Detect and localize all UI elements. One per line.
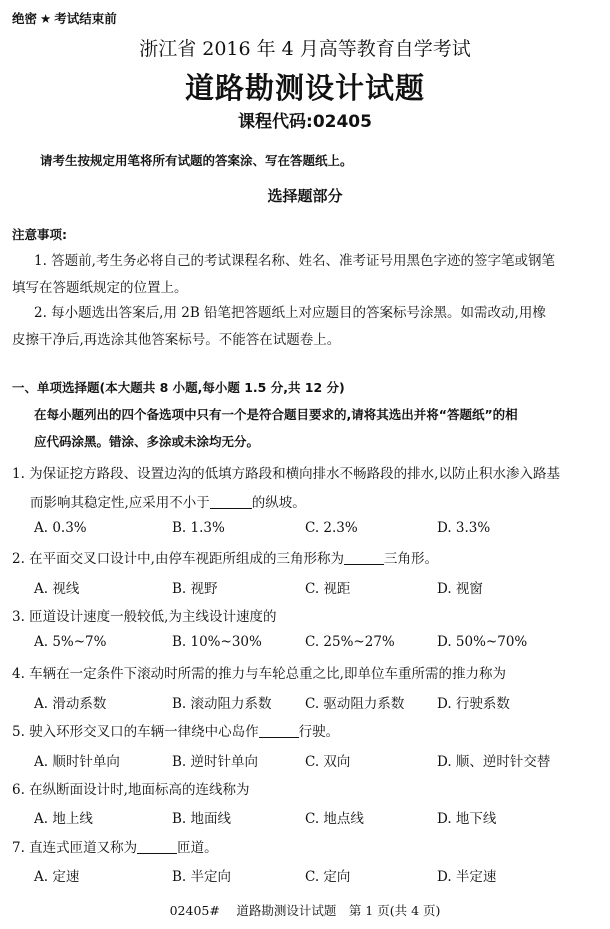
question-3-option-d: D. 50%~70% — [437, 634, 528, 650]
question-2-option-c: C. 视距 — [305, 581, 351, 597]
question-4-line-1: 4. 车辆在一定条件下滚动时所需的推力与车轮总重之比,即单位车重所需的推力称为 — [12, 666, 506, 682]
question-5-line-1 — [12, 720, 339, 740]
question-7-line-1 — [12, 836, 218, 856]
answer-blank — [344, 551, 384, 566]
question-1-line-1: 1. 为保证挖方路段、设置边沟的低填方路段和横向排水不畅路段的排水,以防止积水渗入路基 — [12, 466, 560, 482]
question-5-option-b: B. 逆时针单向 — [172, 754, 259, 770]
answer-blank — [137, 840, 177, 855]
question-4-option-d: D. 行驶系数 — [437, 696, 510, 712]
question-5-option-d: D. 顺、逆时针交替 — [437, 754, 551, 770]
confidential-label: 绝密 — [12, 11, 38, 26]
question-6-option-a: A. 地上线 — [34, 811, 93, 827]
question-3-option-c: C. 25%~27% — [305, 634, 395, 650]
notes-title: 注意事项: — [12, 227, 67, 242]
question-7-option-a: A. 定速 — [34, 869, 80, 885]
question-7-option-b: B. 半定向 — [172, 869, 232, 885]
note-1-line-1: 1. 答题前,考生务必将自己的考试课程名称、姓名、准考证号用黑色字迹的签字笔或钢笔 — [34, 253, 555, 269]
answer-instruction: 请考生按规定用笔将所有试题的答案涂、写在答题纸上。 — [40, 153, 353, 168]
question-2-text-end: 三角形。 — [383, 551, 438, 567]
question-6-line-1: 6. 在纵断面设计时,地面标高的连线称为 — [12, 782, 250, 798]
question-5-text: 5. 驶入环形交叉口的车辆一律绕中心岛作 — [12, 724, 259, 740]
answer-blank — [210, 495, 252, 510]
part1-desc-line-2: 应代码涂黑。错涂、多涂或未涂均无分。 — [34, 434, 260, 449]
confidential-note: 考试结束前 — [54, 11, 117, 26]
question-1-text-end: 的纵坡。 — [251, 495, 306, 511]
question-4-option-a: A. 滑动系数 — [34, 696, 107, 712]
question-3-option-a: A. 5%~7% — [34, 634, 107, 650]
question-5-text-end: 行驶。 — [298, 724, 340, 740]
page-footer: 02405# 道路勘测设计试题 第 1 页(共 4 页) — [169, 903, 441, 918]
question-1-text: 而影响其稳定性,应采用不小于 — [30, 495, 210, 511]
question-1-option-c: C. 2.3% — [305, 520, 358, 536]
note-2-line-1: 2. 每小题选出答案后,用 2B 铅笔把答题纸上对应题目的答案标号涂黑。如需改动,用橡 — [34, 305, 546, 321]
question-1-line-2 — [30, 491, 306, 511]
note-1-line-2: 填写在答题纸规定的位置上。 — [12, 280, 188, 296]
question-4-option-c: C. 驱动阻力系数 — [305, 696, 405, 712]
note-2-line-2: 皮擦干净后,再选涂其他答案标号。不能答在试题卷上。 — [12, 332, 341, 348]
question-6-option-d: D. 地下线 — [437, 811, 497, 827]
part1-heading: 一、单项选择题(本大题共 8 小题,每小题 1.5 分,共 12 分) — [12, 380, 345, 395]
question-7-text: 7. 直连式匝道又称为 — [12, 840, 138, 856]
question-5-option-c: C. 双向 — [305, 754, 351, 770]
question-7-option-c: C. 定向 — [305, 869, 351, 885]
confidential-mark — [12, 9, 117, 27]
question-2-option-b: B. 视野 — [172, 581, 218, 597]
question-7-option-d: D. 半定速 — [437, 869, 497, 885]
question-1-option-d: D. 3.3% — [437, 520, 491, 536]
question-3-line-1: 3. 匝道设计速度一般较低,为主线设计速度的 — [12, 609, 277, 625]
question-5-option-a: A. 顺时针单向 — [34, 754, 120, 770]
question-1-option-b: B. 1.3% — [172, 520, 225, 536]
part1-desc-line-1: 在每小题列出的四个备选项中只有一个是符合题目要求的,请将其选出并将“答题纸”的相 — [34, 407, 518, 422]
question-2-option-a: A. 视线 — [34, 581, 80, 597]
question-1-option-a: A. 0.3% — [34, 520, 87, 536]
question-4-option-b: B. 滚动阻力系数 — [172, 696, 272, 712]
exam-title: 浙江省 2016 年 4 月高等教育自学考试 — [139, 38, 471, 60]
question-2-text: 2. 在平面交叉口设计中,由停车视距所组成的三角形称为 — [12, 551, 344, 567]
course-code: 课程代码:02405 — [238, 112, 372, 132]
question-6-option-b: B. 地面线 — [172, 811, 232, 827]
section-title: 选择题部分 — [267, 187, 343, 205]
answer-blank — [259, 724, 299, 739]
star-icon: ★ — [40, 11, 52, 26]
question-2-option-d: D. 视窗 — [437, 581, 483, 597]
question-6-option-c: C. 地点线 — [305, 811, 364, 827]
paper-title: 道路勘测设计试题 — [184, 71, 425, 105]
question-7-text-end: 匝道。 — [177, 840, 218, 856]
question-2-line-1 — [12, 547, 438, 567]
question-3-option-b: B. 10%~30% — [172, 634, 262, 650]
